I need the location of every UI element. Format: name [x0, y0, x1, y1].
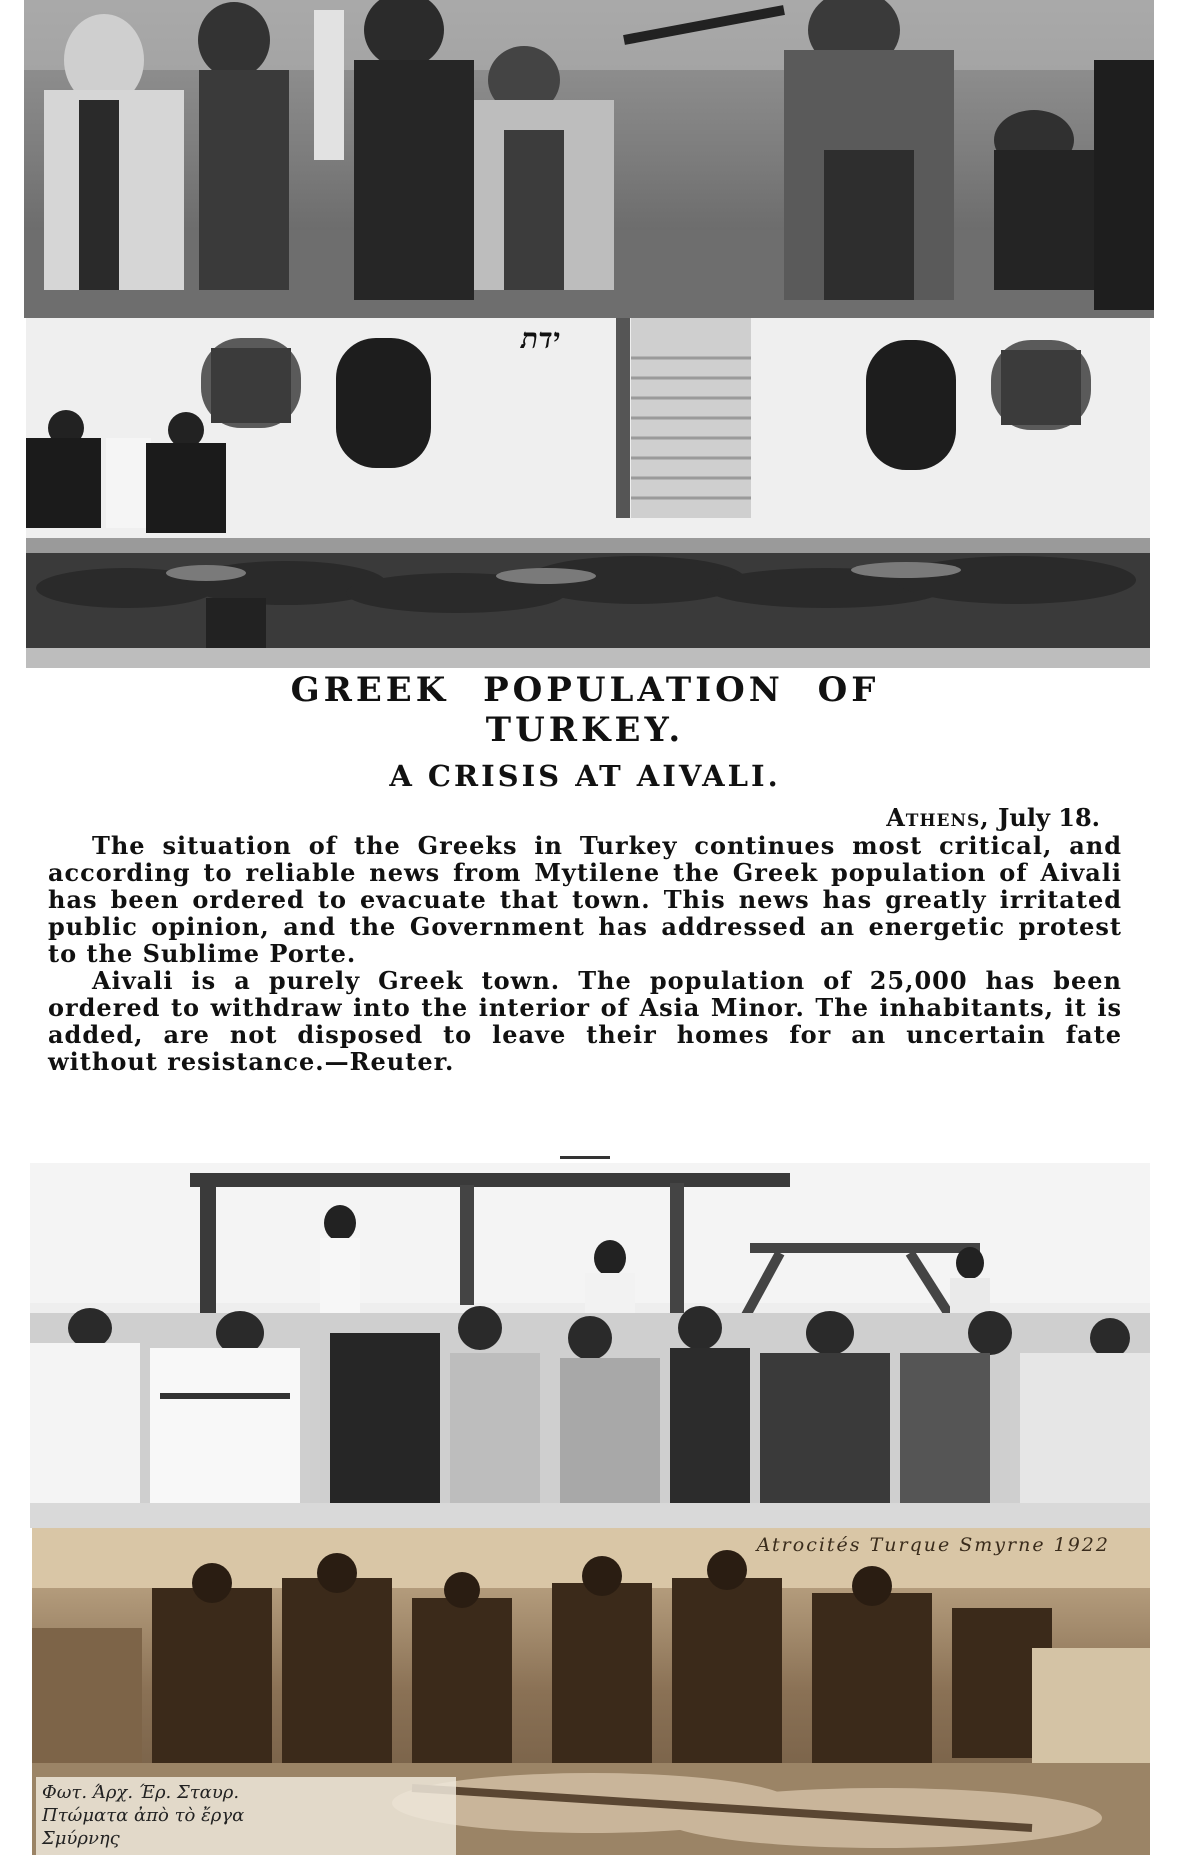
article-paragraph-1: The situation of the Greeks in Turkey continues most critical, and according to reliable news from Mytilene the Greek population of Aivali has been ordered to evacuate that town. This news has greatly irritated public opinion, and the Government has addressed an energetic protest to the Sublime Porte.	[48, 831, 1122, 968]
subhead: A CRISIS AT AIVALI.	[389, 759, 781, 793]
photo-building-with-bodies-image	[26, 318, 1150, 668]
caption-bottom-line-3: Σμύρνης	[42, 1828, 120, 1849]
photo-smyrna-atrocities	[32, 1528, 1150, 1855]
photo-caption-bottom	[36, 1777, 456, 1855]
dateline-date: July 18.	[998, 803, 1100, 832]
photo-building-with-bodies	[26, 318, 1150, 668]
headline-line2: TURKEY.	[485, 710, 685, 750]
newspaper-clipping	[40, 668, 1130, 1168]
caption-bottom-line-2: Πτώματα ἀπὸ τὸ ἔργα	[42, 1805, 245, 1826]
photo-gallows-image	[30, 1163, 1150, 1528]
dateline-place: Athens,	[886, 803, 990, 832]
article-paragraph-2: Aivali is a purely Greek town. The population of 25,000 has been ordered to withdraw into the interior of Asia Minor. The inhabitants, it is added, are not disposed to leave their homes for an uncertain fate without resistance.—Reuter.	[48, 966, 1122, 1076]
end-rule	[560, 1156, 610, 1159]
caption-bottom-line-1: Φωτ. Άρχ. Έρ. Σταυρ.	[42, 1782, 240, 1803]
headline-line1: GREEK POPULATION OF	[290, 670, 880, 710]
photo-gallows	[30, 1163, 1150, 1528]
photo-execution-scene	[24, 0, 1154, 318]
dateline	[40, 804, 1100, 832]
photo-caption-top: Atrocités Turque Smyrne 1922	[756, 1534, 1110, 1556]
wall-mark: ידת	[521, 322, 560, 355]
photo-execution-scene-image	[24, 0, 1154, 318]
